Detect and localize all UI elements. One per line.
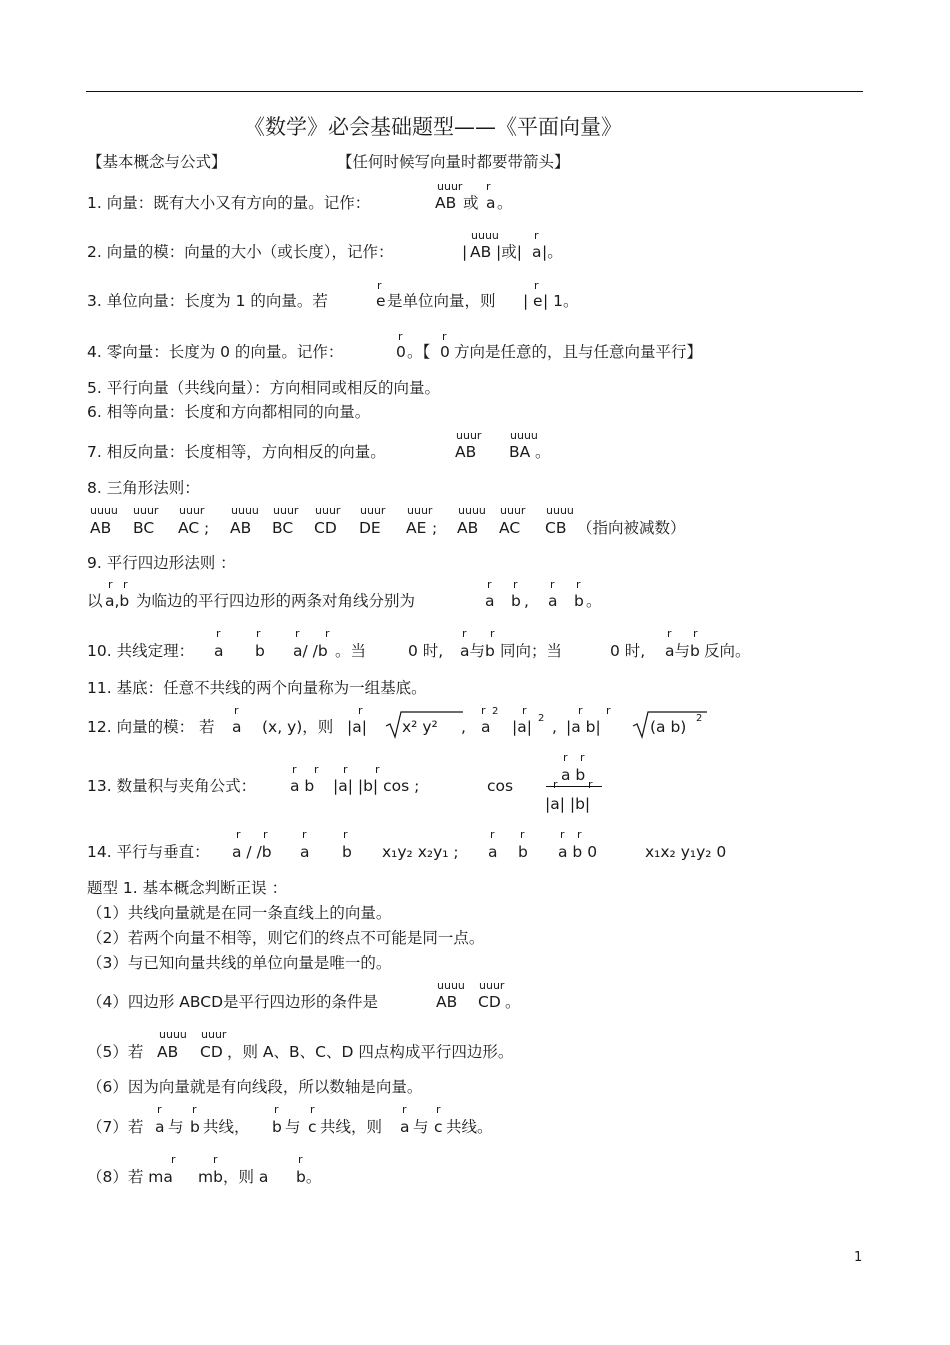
vector-ab: AB (470, 243, 492, 261)
text: 与 (285, 1118, 301, 1136)
vector-arrow: r (302, 828, 307, 841)
parallel-expr: a/ /b (293, 642, 328, 660)
dot-product: a b (290, 777, 315, 795)
vector-arrow: uuur (500, 504, 526, 517)
vector-arrow: r (358, 704, 363, 717)
vector: AC (499, 519, 521, 537)
period: 。 (535, 443, 551, 461)
vector-arrow: uuuu (458, 504, 486, 517)
text: 反向。 (704, 642, 751, 660)
text: (x, y)，则 (262, 718, 334, 736)
question-3: （3）与已知向量共线的单位向量是唯一的。 (87, 954, 392, 972)
bar-end: |。 (542, 243, 563, 261)
vector: AB (90, 519, 112, 537)
radicand: (a b) (650, 718, 687, 736)
vectors-ab: a,b (105, 592, 130, 610)
question-8: （8）若 ma (87, 1168, 173, 1186)
item-13: 13. 数量积与夹角公式： (87, 777, 257, 795)
vector-ba: BA (509, 443, 531, 461)
semicolon: ; (204, 519, 210, 537)
vector-arrow: uuuu (437, 979, 465, 992)
vector-arrow: r (256, 627, 261, 640)
question-2: （2）若两个向量不相等，则它们的终点不可能是同一点。 (87, 929, 485, 947)
square: 2 (696, 713, 703, 724)
item-4: 4. 零向量：长度为 0 的向量。记作： (87, 343, 344, 361)
vector-arrow: uuuu (231, 504, 259, 517)
vector-arrow: uuur (179, 504, 205, 517)
vector-arrow: r (520, 828, 525, 841)
vector-arrow: uuur (133, 504, 159, 517)
vector-arrow: r (325, 627, 330, 640)
text: 同向；当 (500, 642, 563, 660)
vector: BC (133, 519, 155, 537)
text: 以 (87, 592, 103, 610)
bar: | (462, 243, 468, 261)
zero-vector: 0 (396, 343, 406, 361)
vector-c: c (434, 1118, 443, 1136)
vector-arrow: r (377, 279, 382, 292)
text: 。【 (407, 343, 431, 361)
vector-arrow: r (693, 627, 698, 640)
dot-product-rhs: |a| |b| cos ; (333, 777, 420, 795)
vector-a: a (155, 1118, 165, 1136)
note: （指向被减数） (577, 519, 686, 537)
vector-arrow: r (402, 1103, 407, 1116)
item-9: 9. 平行四边形法则 ： (87, 554, 236, 572)
comma: , (524, 592, 529, 610)
question-4: （4）四边形 ABCD是平行四边形的条件是 (87, 993, 379, 1011)
vector-arrow: r (490, 828, 495, 841)
vector-arrow: r (310, 1103, 315, 1116)
or-text: 或 (463, 194, 479, 212)
modulus: |a b| (566, 718, 601, 736)
vector-cd: CD (200, 1043, 223, 1061)
vector: BC (272, 519, 294, 537)
vector-arrow: uuuu (546, 504, 574, 517)
item-11: 11. 基底：任意不共线的两个向量称为一组基底。 (87, 679, 427, 697)
vector-c: c (308, 1118, 317, 1136)
vector-arrow: r (263, 828, 268, 841)
text: ，则 A、B、C、D 四点构成平行四边形。 (227, 1043, 514, 1061)
square: 2 (538, 713, 545, 724)
vector-arrow: uuur (479, 979, 505, 992)
vector-arrow: r (123, 578, 128, 591)
period: 。 (497, 194, 513, 212)
text: 与 (413, 1118, 429, 1136)
vector-arrow: r (534, 279, 539, 292)
vector-a: a (214, 642, 224, 660)
vector-a: a (481, 718, 491, 736)
vector-arrow: r (398, 330, 403, 343)
vector-ab: AB (455, 443, 477, 461)
vector-arrow: r (298, 1153, 303, 1166)
vector-a: a (488, 843, 498, 861)
vector-a: a (400, 1118, 410, 1136)
vector-arrow: r (513, 578, 518, 591)
vector-arrow: r (343, 763, 348, 776)
vector-arrow: uuur (315, 504, 341, 517)
text: 共线，则 (320, 1118, 383, 1136)
item-10: 10. 共线定理： (87, 642, 195, 660)
vector-b: b (272, 1118, 282, 1136)
vectors-ab: a与b (460, 642, 495, 660)
vector-cd: CD (478, 993, 501, 1011)
vector-arrow: r (343, 828, 348, 841)
coord-condition: x₁y₂ x₂y₁ ; (382, 843, 459, 861)
vector-arrow: r (667, 627, 672, 640)
text: | 1。 (543, 292, 579, 310)
vector-arrow: r (157, 1103, 162, 1116)
vector-arrow: r (606, 704, 611, 717)
text: 与 (168, 1118, 184, 1136)
vector-a: a (548, 592, 558, 610)
vector-a: a (486, 194, 496, 212)
vector-arrow: uuuu (159, 1028, 187, 1041)
vector-ab: AB (436, 993, 458, 1011)
vector-arrow: r (236, 828, 241, 841)
vector-arrow: r (486, 180, 491, 193)
question-6: （6）因为向量就是有向线段，所以数轴是向量。 (87, 1078, 423, 1096)
page-number: 1 (854, 1250, 863, 1265)
vector: DE (359, 519, 381, 537)
vector-arrow: r (436, 1103, 441, 1116)
vector-arrow: r (487, 578, 492, 591)
radicand: x² y² (402, 718, 438, 736)
modulus: |a| (347, 718, 367, 736)
vector-b: b (511, 592, 521, 610)
vector-arrow: r (292, 763, 297, 776)
comma: , (552, 718, 557, 736)
square: 2 (492, 706, 499, 717)
vector-arrow: uuur (437, 180, 463, 193)
parallel-expr: a / /b (232, 843, 272, 861)
vector-arrow: uuur (407, 504, 433, 517)
vector: CB (545, 519, 567, 537)
cos-label: cos (487, 777, 514, 795)
vector-e: e (376, 292, 386, 310)
vector-arrow: r (192, 1103, 197, 1116)
vector-a: a (300, 843, 310, 861)
vector-ab: AB (157, 1043, 179, 1061)
vector-arrow: r (576, 578, 581, 591)
coord-condition: x₁x₂ y₁y₂ 0 (645, 843, 727, 861)
question-7: （7）若 (87, 1118, 144, 1136)
item-1: 1. 向量：既有大小又有方向的量。记作： (87, 194, 371, 212)
vector-arrow: r (522, 704, 527, 717)
vector-arrow: uuur (201, 1028, 227, 1041)
item-12: 12. 向量的模： 若 (87, 718, 215, 736)
vector: AE (406, 519, 427, 537)
item-5: 5. 平行向量（共线向量）：方向相同或相反的向量。 (87, 379, 440, 397)
text: 为临边的平行四边形的两条对角线分别为 (136, 592, 416, 610)
vector-arrow: r (108, 578, 113, 591)
vector-arrow: r (534, 229, 539, 242)
vector-arrow: uuuu (90, 504, 118, 517)
vector-a: a (232, 718, 242, 736)
question-5: （5）若 (87, 1043, 144, 1061)
vector-arrow: r (295, 627, 300, 640)
perp-expr: a b 0 (558, 843, 598, 861)
bar: | (523, 292, 529, 310)
item-8: 8. 三角形法则： (87, 479, 200, 497)
vector-arrow: uuuu (510, 429, 538, 442)
vector-arrow: uuur (456, 429, 482, 442)
text: 。当 (335, 642, 367, 660)
semicolon: ; (432, 519, 438, 537)
header-right: 【任何时候写向量时都要带箭头】 (337, 153, 570, 171)
vector-arrow: r (580, 751, 585, 764)
question-type-title: 题型 1. 基本概念判断正误 ： (87, 879, 288, 897)
vector-arrow: r (216, 627, 221, 640)
vector-arrow: r (563, 751, 568, 764)
vector: AB (230, 519, 252, 537)
vector-a: a (485, 592, 495, 610)
zero-vector: 0 (440, 343, 450, 361)
text: 共线， (203, 1118, 250, 1136)
vector-ab: AB (435, 194, 457, 212)
modulus: |a| (512, 718, 532, 736)
vector-a: a (532, 243, 542, 261)
text: mb，则 a (198, 1168, 269, 1186)
vector-b: b (255, 642, 265, 660)
text: 0 时, (610, 642, 646, 660)
vector-arrow: r (553, 778, 558, 791)
text: 共线。 (446, 1118, 493, 1136)
text: 方向是任意的，且与任意向量平行】 (454, 343, 703, 361)
vector-arrow: uuur (273, 504, 299, 517)
vector: CD (314, 519, 337, 537)
vector-b: b (342, 843, 352, 861)
vector-b: b (190, 1118, 200, 1136)
fraction-numerator: a b (561, 766, 586, 784)
period: 。 (505, 993, 521, 1011)
bar-or: |或| (496, 243, 522, 261)
fraction-denominator: |a| |b| (545, 795, 591, 813)
vector-arrow: r (550, 578, 555, 591)
vector-arrow: r (234, 704, 239, 717)
item-2: 2. 向量的模：向量的大小（或长度），记作： (87, 243, 394, 261)
vector-b: b (518, 843, 528, 861)
vector-arrow: r (375, 763, 380, 776)
vector-arrow: r (314, 763, 319, 776)
vector: AC (178, 519, 200, 537)
page-title: 《数学》必会基础题型——《平面向量》 (244, 115, 622, 139)
vector-arrow: r (442, 330, 447, 343)
vectors-ab: a与b (665, 642, 700, 660)
top-rule (86, 91, 863, 92)
vector-arrow: r (481, 704, 486, 717)
vector-arrow: uuur (360, 504, 386, 517)
question-1: （1）共线向量就是在同一条直线上的向量。 (87, 904, 392, 922)
comma: , (461, 718, 466, 736)
vector-arrow: r (490, 627, 495, 640)
vector-arrow: r (578, 704, 583, 717)
item-3: 3. 单位向量：长度为 1 的向量。若 (87, 292, 328, 310)
vector-arrow: r (577, 828, 582, 841)
item-6: 6. 相等向量：长度和方向都相同的向量。 (87, 403, 371, 421)
vector-arrow: uuuu (471, 229, 499, 242)
text: 0 时, (408, 642, 444, 660)
text: b。 (296, 1168, 322, 1186)
item-14: 14. 平行与垂直： (87, 843, 210, 861)
vector: AB (457, 519, 479, 537)
vector-arrow: r (560, 828, 565, 841)
vector-arrow: r (588, 778, 593, 791)
vector-e: e (533, 292, 543, 310)
vector-b: b (574, 592, 584, 610)
vector-arrow: r (274, 1103, 279, 1116)
vector-arrow: r (171, 1153, 176, 1166)
vector-arrow: r (213, 1153, 218, 1166)
header-left: 【基本概念与公式】 (87, 153, 227, 171)
vector-arrow: r (462, 627, 467, 640)
text: 是单位向量，则 (387, 292, 496, 310)
period: 。 (586, 592, 602, 610)
item-7: 7. 相反向量：长度相等，方向相反的向量。 (87, 443, 386, 461)
